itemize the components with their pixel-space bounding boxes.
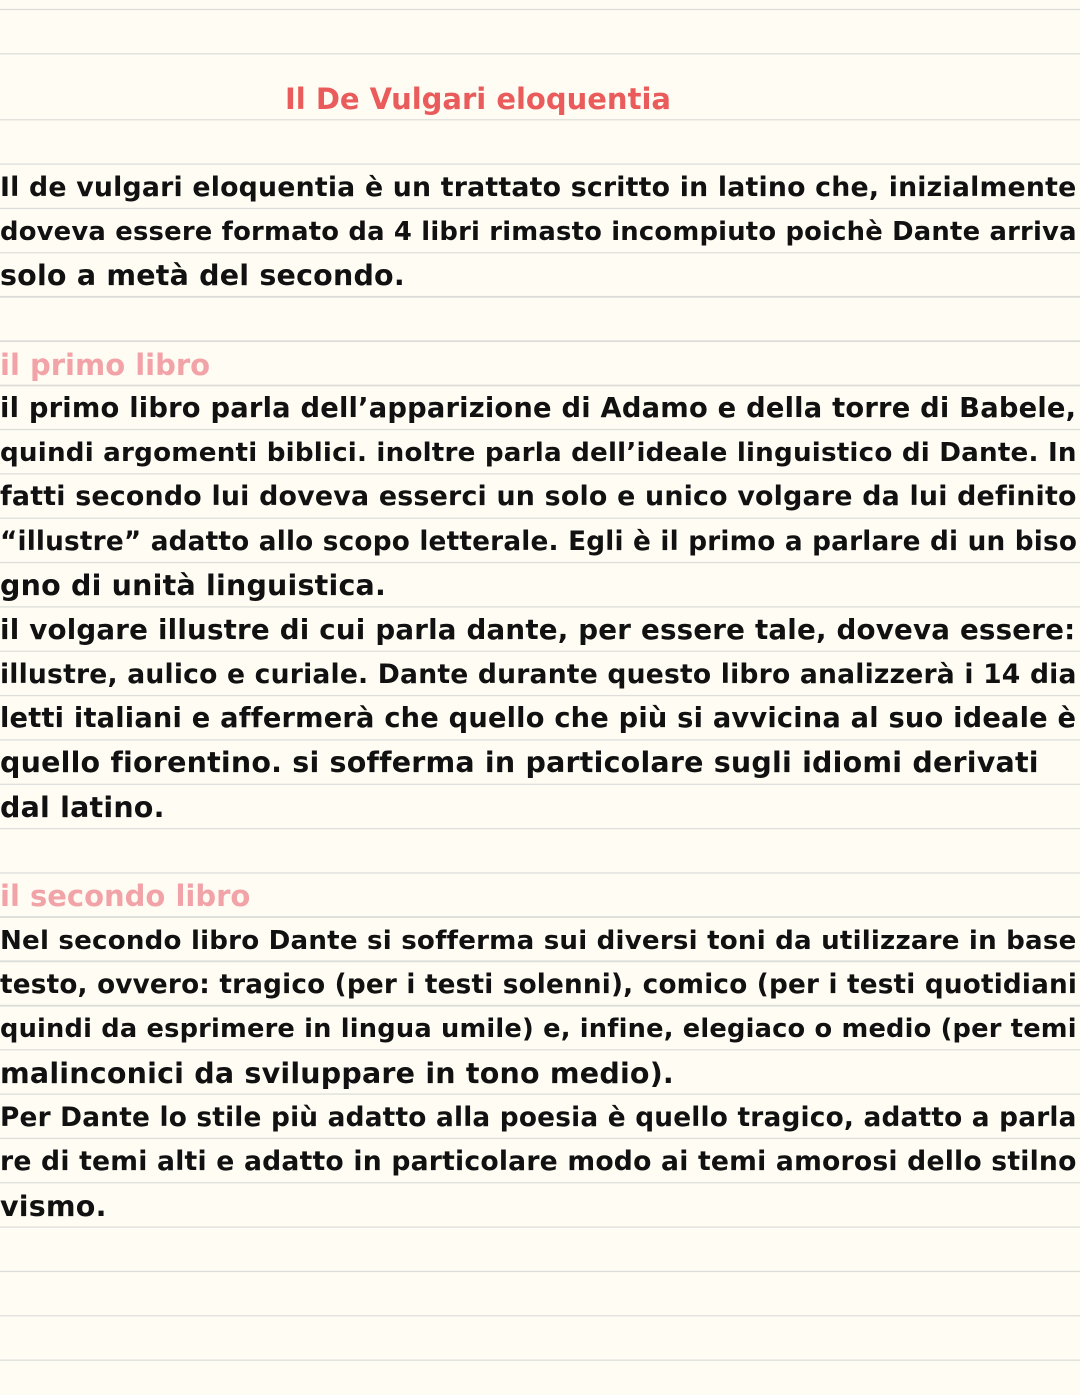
text-line: dal latino.: [0, 791, 165, 824]
text-line: doveva essere formato da 4 libri rimasto incompiuto poichè Dante arriva: [0, 217, 1077, 247]
text-line: fatti secondo lui doveva esserci un solo e unico volgare da lui definito: [0, 481, 1077, 512]
text-line: vismo.: [0, 1190, 107, 1223]
text-line: Nel secondo libro Dante si sofferma sui diversi toni da utilizzare in base: [0, 926, 1077, 956]
text-line: quello fiorentino. si sofferma in particolare sugli idiomi derivati: [0, 746, 1039, 779]
text-line: il primo libro parla dell’apparizione di Adamo e della torre di Babele,: [0, 393, 1077, 424]
text-line: il volgare illustre di cui parla dante, per essere tale, doveva essere:: [0, 613, 1076, 646]
text-line: Per Dante lo stile più adatto alla poesia è quello tragico, adatto a parla: [0, 1103, 1077, 1133]
text-line: letti italiani e affermerà che quello che più si avvicina al suo ideale è: [0, 703, 1077, 734]
section-heading: il primo libro: [0, 348, 211, 382]
text-line: re di temi alti e adatto in particolare modo ai temi amorosi dello stilno: [0, 1146, 1077, 1177]
text-line: illustre, aulico e curiale. Dante durante questo libro analizzerà i 14 dia: [0, 659, 1077, 690]
text-line: solo a metà del secondo.: [0, 259, 405, 292]
text-line: testo, ovvero: tragico (per i testi solenni), comico (per i testi quotidiani: [0, 970, 1078, 1000]
text-line: quindi argomenti biblici. inoltre parla dell’ideale linguistico di Dante. In: [0, 438, 1077, 468]
page-title: Il De Vulgari eloquentia: [285, 82, 671, 116]
section-heading: il secondo libro: [0, 879, 251, 913]
text-line: gno di unità linguistica.: [0, 569, 387, 602]
text-line: quindi da esprimere in lingua umile) e, infine, elegiaco o medio (per temi: [0, 1014, 1077, 1044]
text-line: malinconici da sviluppare in tono medio).: [0, 1057, 674, 1090]
text-line: Il de vulgari eloquentia è un trattato scritto in latino che, inizialmente: [0, 172, 1077, 203]
text-line: “illustre” adatto allo scopo letterale. Egli è il primo a parlare di un biso: [0, 527, 1078, 557]
